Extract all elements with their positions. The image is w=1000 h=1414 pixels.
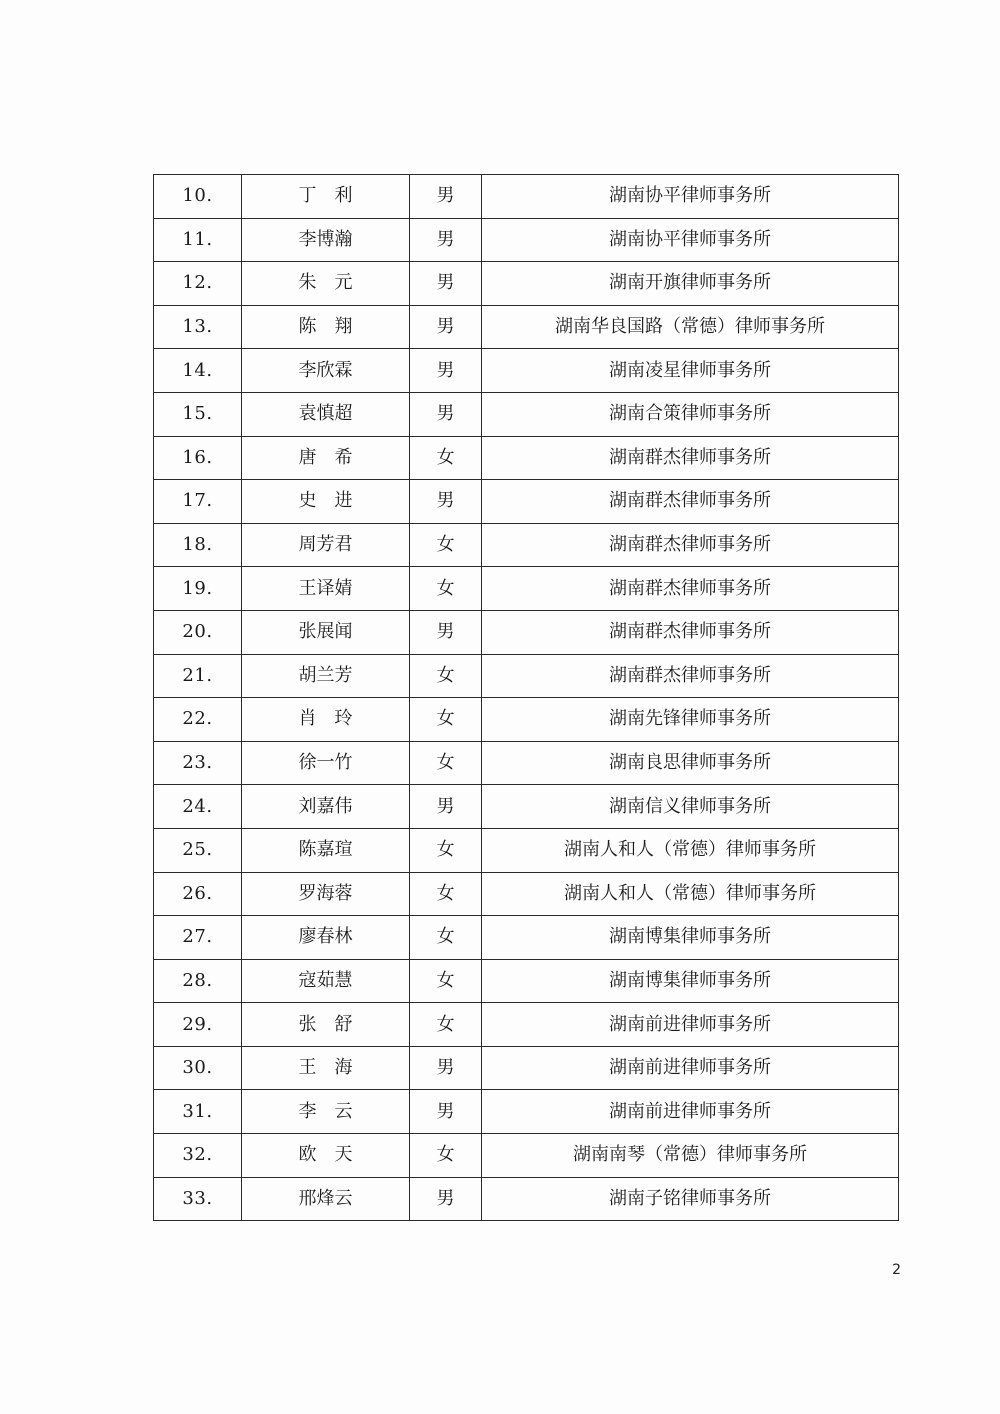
lawyer-gender: 男	[410, 349, 482, 393]
lawyer-name: 张 舒	[242, 1003, 410, 1047]
law-firm: 湖南协平律师事务所	[482, 218, 899, 262]
lawyer-name: 胡兰芳	[242, 654, 410, 698]
lawyer-name: 肖 玲	[242, 698, 410, 742]
table-row	[154, 480, 899, 524]
lawyer-name: 李博瀚	[242, 218, 410, 262]
lawyer-name: 李 云	[242, 1090, 410, 1134]
lawyer-name: 刘嘉伟	[242, 785, 410, 829]
lawyer-gender: 男	[410, 392, 482, 436]
law-firm: 湖南前进律师事务所	[482, 1046, 899, 1090]
table-row	[154, 916, 899, 960]
law-firm: 湖南前进律师事务所	[482, 1090, 899, 1134]
law-firm: 湖南群杰律师事务所	[482, 523, 899, 567]
table-row	[154, 1134, 899, 1178]
row-number: 26.	[154, 872, 242, 916]
row-number: 24.	[154, 785, 242, 829]
lawyer-gender: 女	[410, 828, 482, 872]
row-number: 30.	[154, 1046, 242, 1090]
table-row	[154, 959, 899, 1003]
lawyer-gender: 女	[410, 523, 482, 567]
lawyer-name: 史 进	[242, 480, 410, 524]
row-number: 29.	[154, 1003, 242, 1047]
row-number: 10.	[154, 175, 242, 219]
lawyer-gender: 男	[410, 262, 482, 306]
table-row	[154, 1046, 899, 1090]
lawyer-gender: 男	[410, 305, 482, 349]
lawyer-name: 李欣霖	[242, 349, 410, 393]
row-number: 19.	[154, 567, 242, 611]
law-firm: 湖南群杰律师事务所	[482, 436, 899, 480]
law-firm: 湖南凌星律师事务所	[482, 349, 899, 393]
lawyer-name: 寇茹慧	[242, 959, 410, 1003]
lawyer-name: 徐一竹	[242, 741, 410, 785]
table-row	[154, 349, 899, 393]
lawyer-gender: 男	[410, 480, 482, 524]
table-row	[154, 567, 899, 611]
law-firm: 湖南南琴（常德）律师事务所	[482, 1134, 899, 1178]
lawyer-gender: 女	[410, 567, 482, 611]
lawyer-gender: 男	[410, 1090, 482, 1134]
lawyer-gender: 男	[410, 1177, 482, 1221]
law-firm: 湖南人和人（常德）律师事务所	[482, 872, 899, 916]
lawyer-name: 廖春林	[242, 916, 410, 960]
law-firm: 湖南开旗律师事务所	[482, 262, 899, 306]
row-number: 31.	[154, 1090, 242, 1134]
row-number: 18.	[154, 523, 242, 567]
row-number: 27.	[154, 916, 242, 960]
law-firm: 湖南信义律师事务所	[482, 785, 899, 829]
row-number: 11.	[154, 218, 242, 262]
lawyer-gender: 女	[410, 654, 482, 698]
lawyer-name: 袁慎超	[242, 392, 410, 436]
row-number: 23.	[154, 741, 242, 785]
row-number: 15.	[154, 392, 242, 436]
lawyer-gender: 男	[410, 785, 482, 829]
table-row	[154, 1177, 899, 1221]
lawyer-gender: 男	[410, 175, 482, 219]
law-firm: 湖南群杰律师事务所	[482, 610, 899, 654]
law-firm: 湖南博集律师事务所	[482, 959, 899, 1003]
law-firm: 湖南先锋律师事务所	[482, 698, 899, 742]
table-row	[154, 392, 899, 436]
law-firm: 湖南协平律师事务所	[482, 175, 899, 219]
law-firm: 湖南人和人（常德）律师事务所	[482, 828, 899, 872]
page-number: 2	[892, 1262, 901, 1278]
row-number: 33.	[154, 1177, 242, 1221]
row-number: 22.	[154, 698, 242, 742]
row-number: 12.	[154, 262, 242, 306]
row-number: 21.	[154, 654, 242, 698]
lawyer-name: 邢烽云	[242, 1177, 410, 1221]
row-number: 25.	[154, 828, 242, 872]
table-row	[154, 1090, 899, 1134]
lawyer-roster-table	[153, 174, 899, 1221]
lawyer-gender: 女	[410, 1134, 482, 1178]
lawyer-gender: 女	[410, 1003, 482, 1047]
lawyer-name: 王 海	[242, 1046, 410, 1090]
lawyer-name: 朱 元	[242, 262, 410, 306]
table-row	[154, 741, 899, 785]
lawyer-name: 陈嘉瑄	[242, 828, 410, 872]
table-row	[154, 262, 899, 306]
row-number: 20.	[154, 610, 242, 654]
lawyer-gender: 男	[410, 218, 482, 262]
row-number: 14.	[154, 349, 242, 393]
lawyer-name: 王译婧	[242, 567, 410, 611]
lawyer-name: 陈 翔	[242, 305, 410, 349]
lawyer-name: 丁 利	[242, 175, 410, 219]
table-row	[154, 218, 899, 262]
roster-body	[154, 175, 899, 1221]
lawyer-name: 罗海蓉	[242, 872, 410, 916]
table-row	[154, 610, 899, 654]
law-firm: 湖南前进律师事务所	[482, 1003, 899, 1047]
table-row	[154, 828, 899, 872]
table-row	[154, 872, 899, 916]
table-row	[154, 305, 899, 349]
table-row	[154, 436, 899, 480]
lawyer-gender: 男	[410, 1046, 482, 1090]
law-firm: 湖南群杰律师事务所	[482, 654, 899, 698]
lawyer-gender: 女	[410, 959, 482, 1003]
lawyer-name: 欧 天	[242, 1134, 410, 1178]
lawyer-gender: 女	[410, 916, 482, 960]
lawyer-gender: 女	[410, 436, 482, 480]
lawyer-name: 张展闻	[242, 610, 410, 654]
law-firm: 湖南合策律师事务所	[482, 392, 899, 436]
law-firm: 湖南子铭律师事务所	[482, 1177, 899, 1221]
lawyer-gender: 女	[410, 698, 482, 742]
row-number: 13.	[154, 305, 242, 349]
table-row	[154, 785, 899, 829]
lawyer-gender: 女	[410, 741, 482, 785]
lawyer-gender: 男	[410, 610, 482, 654]
row-number: 28.	[154, 959, 242, 1003]
law-firm: 湖南博集律师事务所	[482, 916, 899, 960]
law-firm: 湖南群杰律师事务所	[482, 567, 899, 611]
lawyer-name: 周芳君	[242, 523, 410, 567]
lawyer-name: 唐 希	[242, 436, 410, 480]
table-row	[154, 654, 899, 698]
row-number: 32.	[154, 1134, 242, 1178]
row-number: 17.	[154, 480, 242, 524]
table-row	[154, 523, 899, 567]
lawyer-gender: 女	[410, 872, 482, 916]
table-row	[154, 698, 899, 742]
law-firm: 湖南群杰律师事务所	[482, 480, 899, 524]
law-firm: 湖南良思律师事务所	[482, 741, 899, 785]
table-row	[154, 175, 899, 219]
table-row	[154, 1003, 899, 1047]
row-number: 16.	[154, 436, 242, 480]
law-firm: 湖南华良国路（常德）律师事务所	[482, 305, 899, 349]
